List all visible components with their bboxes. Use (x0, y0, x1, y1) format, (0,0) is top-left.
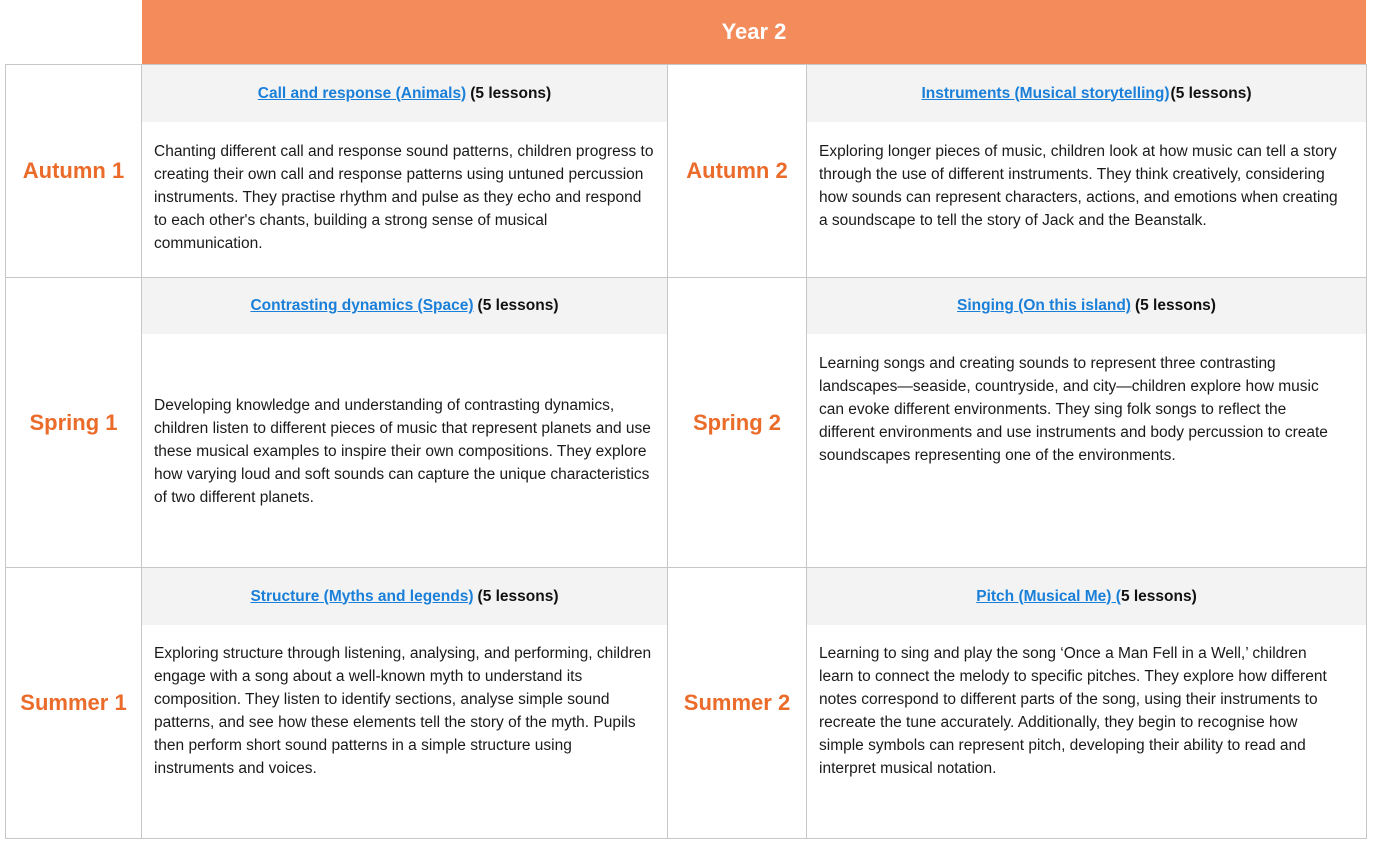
term-label-summer-2: Summer 2 (683, 690, 791, 715)
lesson-count: 5 lessons) (1120, 587, 1197, 605)
unit-description-autumn-1: Chanting different call and response sound patterns, children progress to creating their own call and response patterns using untuned percussion instruments. They practise rhythm and pulse as they echo and respond to each other's chants, building a strong sense of musical communication. (154, 143, 654, 252)
term-label-autumn-2: Autumn 2 (686, 158, 788, 183)
unit-link-spring-1[interactable]: Contrasting dynamics (Space) (250, 297, 474, 314)
unit-description-summer-1: Exploring structure through listening, analysing, and performing, children engage with a song about a well-known myth to understand its composition. They listen to identify sections, analyse simple sound patterns, and see how these elements tell the story of the myth. Pupils then perform short sound patterns in a simple structure using instruments and voices. (154, 645, 652, 777)
unit-link-autumn-2[interactable]: Instruments (Musical storytelling) (921, 84, 1170, 102)
lesson-count: (5 lessons) (1134, 297, 1216, 314)
lesson-count: (5 lessons) (470, 84, 552, 102)
term-label-autumn-1: Autumn 1 (22, 158, 125, 183)
lesson-count: (5 lessons) (477, 587, 559, 605)
unit-description-spring-2: Learning songs and creating sounds to represent three contrasting landscapes—seaside, countryside, and city—children explore how music can evoke different environments. They sing folk songs to reflect the different environments and use instruments and body percussion to create soundscapes representing one of the environments. (819, 355, 1328, 464)
year-header (142, 0, 1366, 64)
lesson-count: (5 lessons) (1170, 84, 1252, 102)
lesson-count: (5 lessons) (477, 297, 559, 314)
unit-title-spring-2 (807, 278, 1366, 334)
term-label-spring-2: Spring 2 (692, 409, 781, 435)
unit-title-summer-2 (807, 568, 1366, 625)
unit-description-summer-2: Learning to sing and play the song ‘Once a Man Fell in a Well,’ children learn to connect the melody to specific pitches. They explore how different notes correspond to different parts of the song, using their instruments to recreate the tune accurately. Additionally, they begin to recognise how simple symbols can represent pitch, developing their ability to read and interpret musical notation. (819, 645, 1327, 777)
unit-description-autumn-2: Exploring longer pieces of music, children look at how music can tell a story through the use of different instruments. They think creatively, considering how sounds can represent characters, actions, and emotions when creating a soundscape to tell the story of Jack and the Beanstalk. (819, 143, 1338, 229)
term-label-spring-1: Spring 1 (29, 409, 118, 435)
unit-link-summer-2[interactable]: Pitch (Musical Me) ( (976, 587, 1121, 605)
unit-link-autumn-1[interactable]: Call and response (Animals) (257, 84, 467, 102)
unit-title-spring-1 (142, 278, 667, 334)
unit-title-autumn-1 (142, 65, 667, 122)
unit-description-spring-1: Developing knowledge and understanding of contrasting dynamics, children listen to different pieces of music that represent planets and use these musical examples to inspire their own compositions. They explore how varying loud and soft sounds can capture the unique characteristics of two different planets. (154, 397, 651, 506)
term-label-summer-1: Summer 1 (20, 690, 127, 715)
unit-title-autumn-2 (807, 65, 1366, 122)
year-title: Year 2 (721, 19, 787, 44)
unit-link-spring-2[interactable]: Singing (On this island) (957, 297, 1131, 314)
unit-title-summer-1 (142, 568, 667, 625)
unit-link-summer-1[interactable]: Structure (Myths and legends) (250, 587, 474, 605)
